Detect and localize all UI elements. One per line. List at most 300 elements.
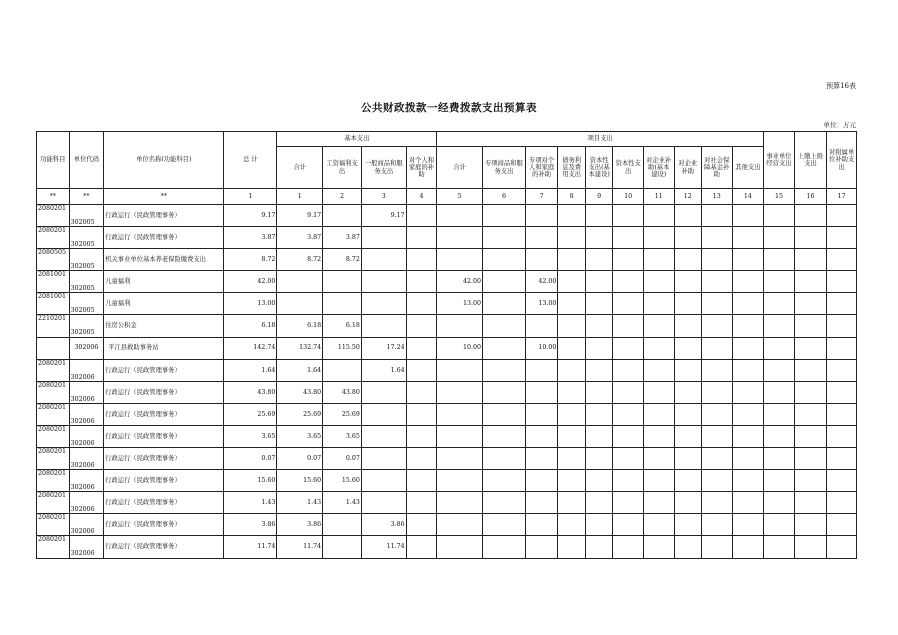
goods-cell: 1.64 <box>361 359 406 381</box>
index-cell: 1 <box>224 189 277 205</box>
project-goods-cell <box>483 403 526 425</box>
total-cell: 1.64 <box>224 359 277 381</box>
family-subsidy-cell <box>406 470 437 492</box>
empty-cell <box>732 315 764 337</box>
index-cell: 9 <box>585 189 613 205</box>
total-cell: 25.69 <box>224 403 277 425</box>
empty-cell <box>613 448 644 470</box>
subheader-cell: 对企业补助 <box>674 147 702 189</box>
index-cell: 14 <box>732 189 764 205</box>
empty-cell <box>585 337 613 359</box>
subheader-cell: 专项商品和服务支出 <box>483 147 526 189</box>
empty-cell <box>585 249 613 271</box>
empty-cell <box>764 337 795 359</box>
empty-cell <box>585 271 613 293</box>
project-total-cell <box>437 227 483 249</box>
table-row <box>37 470 857 492</box>
family-subsidy-cell <box>406 425 437 447</box>
project-total-cell <box>437 470 483 492</box>
project-total-cell <box>437 425 483 447</box>
empty-cell <box>827 293 857 315</box>
goods-cell: 9.17 <box>361 205 406 227</box>
empty-cell <box>764 403 795 425</box>
wage-cell: 0.07 <box>323 448 362 470</box>
empty-cell <box>585 448 613 470</box>
index-cell: 12 <box>674 189 702 205</box>
empty-cell <box>794 205 827 227</box>
empty-cell <box>643 448 674 470</box>
empty-cell <box>585 205 613 227</box>
unit-name-cell: 行政运行（民政管理事务） <box>104 470 224 492</box>
empty-cell <box>643 315 674 337</box>
unit-label: 单位：万元 <box>823 121 856 129</box>
unit-name-cell: 行政运行（民政管理事务） <box>104 492 224 514</box>
basic-total-cell: 25.69 <box>277 403 323 425</box>
project-family-cell <box>525 249 558 271</box>
empty-cell <box>794 536 827 558</box>
func-code-cell: 2081001 <box>37 293 70 315</box>
unit-code-cell: 302006 <box>69 425 104 447</box>
table-row <box>37 227 857 249</box>
empty-cell <box>558 536 586 558</box>
family-subsidy-cell <box>406 227 437 249</box>
empty-cell <box>643 492 674 514</box>
table-row <box>37 381 857 403</box>
goods-cell <box>361 425 406 447</box>
empty-cell <box>827 514 857 536</box>
total-cell: 11.74 <box>224 536 277 558</box>
empty-cell <box>585 470 613 492</box>
family-subsidy-cell <box>406 448 437 470</box>
table-row <box>37 403 857 425</box>
unit-code-cell: 302005 <box>69 271 104 293</box>
project-goods-cell <box>483 514 526 536</box>
subheader-cell: 一般商品和服务支出 <box>361 147 406 189</box>
total-cell: 15.60 <box>224 470 277 492</box>
index-cell: 15 <box>764 189 795 205</box>
empty-cell <box>585 425 613 447</box>
empty-cell <box>794 227 827 249</box>
basic-total-cell <box>277 293 323 315</box>
empty-cell <box>643 470 674 492</box>
empty-cell <box>643 337 674 359</box>
empty-cell <box>613 249 644 271</box>
empty-cell <box>643 227 674 249</box>
goods-cell <box>361 403 406 425</box>
goods-cell <box>361 448 406 470</box>
empty-cell <box>702 227 733 249</box>
project-total-cell <box>437 448 483 470</box>
empty-cell <box>674 227 702 249</box>
header-unit-name: 单位名称(功能科目) <box>104 132 224 189</box>
empty-cell <box>794 448 827 470</box>
empty-cell <box>764 492 795 514</box>
empty-cell <box>558 514 586 536</box>
empty-cell <box>674 205 702 227</box>
project-total-cell <box>437 514 483 536</box>
unit-code-cell: 302005 <box>69 315 104 337</box>
total-cell: 9.17 <box>224 205 277 227</box>
total-cell: 8.72 <box>224 249 277 271</box>
family-subsidy-cell <box>406 271 437 293</box>
total-cell: 0.07 <box>224 448 277 470</box>
func-code-cell: 2080201 <box>37 448 70 470</box>
empty-cell <box>827 249 857 271</box>
project-total-cell <box>437 492 483 514</box>
project-goods-cell <box>483 359 526 381</box>
index-cell: 6 <box>483 189 526 205</box>
project-total-cell <box>437 205 483 227</box>
subheader-cell: 对个人和家庭的补助 <box>406 147 437 189</box>
empty-cell <box>585 514 613 536</box>
wage-cell: 43.80 <box>323 381 362 403</box>
basic-total-cell: 132.74 <box>277 337 323 359</box>
header-row-1 <box>37 132 857 147</box>
empty-cell <box>558 403 586 425</box>
family-subsidy-cell <box>406 337 437 359</box>
empty-cell <box>702 470 733 492</box>
table-row <box>37 359 857 381</box>
project-family-cell <box>525 227 558 249</box>
total-cell: 3.86 <box>224 514 277 536</box>
project-goods-cell <box>483 315 526 337</box>
empty-cell <box>558 492 586 514</box>
header-superior: 上缴上级支出 <box>794 132 827 189</box>
empty-cell <box>827 403 857 425</box>
table-row <box>37 249 857 271</box>
unit-name-cell: 住房公积金 <box>104 315 224 337</box>
goods-cell <box>361 271 406 293</box>
func-code-cell: 2080201 <box>37 492 70 514</box>
unit-name-cell: 行政运行（民政管理事务） <box>104 227 224 249</box>
basic-total-cell: 1.43 <box>277 492 323 514</box>
project-family-cell: 42.00 <box>525 271 558 293</box>
empty-cell <box>674 536 702 558</box>
project-total-cell <box>437 249 483 271</box>
table-row <box>37 492 857 514</box>
empty-cell <box>558 359 586 381</box>
project-goods-cell <box>483 470 526 492</box>
empty-cell <box>558 381 586 403</box>
empty-cell <box>702 536 733 558</box>
func-code-cell: 2080201 <box>37 470 70 492</box>
wage-cell: 15.60 <box>323 470 362 492</box>
subheader-cell: 对企业补助(基本建设) <box>643 147 674 189</box>
index-cell: 5 <box>437 189 483 205</box>
wage-cell <box>323 271 362 293</box>
project-family-cell <box>525 514 558 536</box>
empty-cell <box>764 514 795 536</box>
empty-cell <box>558 271 586 293</box>
empty-cell <box>764 315 795 337</box>
empty-cell <box>674 381 702 403</box>
project-total-cell: 10.00 <box>437 337 483 359</box>
total-cell: 42.00 <box>224 271 277 293</box>
unit-code-cell: 302005 <box>69 249 104 271</box>
basic-total-cell: 1.64 <box>277 359 323 381</box>
index-cell: 8 <box>558 189 586 205</box>
empty-cell <box>794 249 827 271</box>
empty-cell <box>674 249 702 271</box>
empty-cell <box>732 403 764 425</box>
empty-cell <box>613 205 644 227</box>
func-code-cell: 2080201 <box>37 514 70 536</box>
empty-cell <box>732 205 764 227</box>
empty-cell <box>613 514 644 536</box>
unit-code-cell: 302006 <box>69 381 104 403</box>
project-goods-cell <box>483 381 526 403</box>
empty-cell <box>643 293 674 315</box>
empty-cell <box>827 448 857 470</box>
empty-cell <box>613 271 644 293</box>
index-cell: 4 <box>406 189 437 205</box>
func-code-cell: 2081001 <box>37 271 70 293</box>
empty-cell <box>702 337 733 359</box>
unit-code-cell: 302006 <box>69 448 104 470</box>
project-family-cell: 10.00 <box>525 337 558 359</box>
table-row <box>37 425 857 447</box>
family-subsidy-cell <box>406 205 437 227</box>
basic-total-cell: 3.87 <box>277 227 323 249</box>
subheader-cell: 专项对个人和家庭的补助 <box>525 147 558 189</box>
empty-cell <box>585 403 613 425</box>
basic-total-cell: 0.07 <box>277 448 323 470</box>
empty-cell <box>827 359 857 381</box>
subheader-cell: 债务利息及费用支出 <box>558 147 586 189</box>
empty-cell <box>702 205 733 227</box>
empty-cell <box>585 359 613 381</box>
empty-cell <box>674 315 702 337</box>
goods-cell: 3.86 <box>361 514 406 536</box>
page-title: 公共财政拨款一经费拨款支出预算表 <box>361 102 537 114</box>
basic-total-cell: 8.72 <box>277 249 323 271</box>
family-subsidy-cell <box>406 359 437 381</box>
project-family-cell <box>525 448 558 470</box>
empty-cell <box>702 514 733 536</box>
empty-cell <box>764 448 795 470</box>
subheader-cell: 资本性支出 <box>613 147 644 189</box>
project-family-cell <box>525 403 558 425</box>
project-family-cell <box>525 492 558 514</box>
index-cell: 1 <box>277 189 323 205</box>
header-project: 项目支出 <box>437 132 764 147</box>
unit-name-cell: 行政运行（民政管理事务） <box>104 403 224 425</box>
empty-cell <box>643 359 674 381</box>
project-goods-cell <box>483 536 526 558</box>
project-total-cell <box>437 403 483 425</box>
goods-cell <box>361 293 406 315</box>
empty-cell <box>613 492 644 514</box>
wage-cell: 115.50 <box>323 337 362 359</box>
empty-cell <box>585 227 613 249</box>
func-code-cell: 2080505 <box>37 249 70 271</box>
empty-cell <box>764 536 795 558</box>
index-cell: 11 <box>643 189 674 205</box>
basic-total-cell: 9.17 <box>277 205 323 227</box>
table-row <box>37 514 857 536</box>
empty-cell <box>764 425 795 447</box>
unit-code-cell: 302006 <box>69 514 104 536</box>
empty-cell <box>643 381 674 403</box>
index-cell: 16 <box>794 189 827 205</box>
empty-cell <box>585 536 613 558</box>
empty-cell <box>794 381 827 403</box>
empty-cell <box>764 227 795 249</box>
empty-cell <box>558 425 586 447</box>
empty-cell <box>613 337 644 359</box>
family-subsidy-cell <box>406 536 437 558</box>
project-goods-cell <box>483 293 526 315</box>
func-code-cell <box>37 337 70 359</box>
table-row <box>37 315 857 337</box>
func-code-cell: 2080201 <box>37 425 70 447</box>
project-family-cell <box>525 381 558 403</box>
project-total-cell <box>437 315 483 337</box>
empty-cell <box>732 337 764 359</box>
empty-cell <box>794 492 827 514</box>
index-cell: 10 <box>613 189 644 205</box>
func-code-cell: 2080201 <box>37 381 70 403</box>
empty-cell <box>764 381 795 403</box>
project-goods-cell <box>483 227 526 249</box>
empty-cell <box>732 536 764 558</box>
subheader-cell: 对社会保障基金补助 <box>702 147 733 189</box>
empty-cell <box>794 315 827 337</box>
empty-cell <box>827 315 857 337</box>
empty-cell <box>732 492 764 514</box>
empty-cell <box>643 425 674 447</box>
empty-cell <box>643 271 674 293</box>
family-subsidy-cell <box>406 492 437 514</box>
total-cell: 3.87 <box>224 227 277 249</box>
empty-cell <box>732 470 764 492</box>
budget-table <box>36 131 857 559</box>
empty-cell <box>585 381 613 403</box>
project-total-cell <box>437 536 483 558</box>
empty-cell <box>732 293 764 315</box>
empty-cell <box>674 337 702 359</box>
func-code-cell: 2080201 <box>37 205 70 227</box>
empty-cell <box>674 271 702 293</box>
table-row <box>37 293 857 315</box>
project-goods-cell <box>483 425 526 447</box>
project-goods-cell <box>483 271 526 293</box>
empty-cell <box>794 359 827 381</box>
empty-cell <box>732 249 764 271</box>
func-code-cell: 2080201 <box>37 403 70 425</box>
empty-cell <box>702 315 733 337</box>
empty-cell <box>643 403 674 425</box>
wage-cell: 1.43 <box>323 492 362 514</box>
total-cell: 13.00 <box>224 293 277 315</box>
empty-cell <box>613 315 644 337</box>
empty-cell <box>585 293 613 315</box>
project-family-cell <box>525 470 558 492</box>
unit-code-cell: 302006 <box>69 359 104 381</box>
empty-cell <box>585 315 613 337</box>
header-total: 总 计 <box>224 132 277 189</box>
unit-name-cell: 行政运行（民政管理事务） <box>104 514 224 536</box>
empty-cell <box>827 492 857 514</box>
empty-cell <box>674 492 702 514</box>
wage-cell: 3.87 <box>323 227 362 249</box>
empty-cell <box>702 249 733 271</box>
project-goods-cell <box>483 448 526 470</box>
table-row <box>37 337 857 359</box>
empty-cell <box>794 425 827 447</box>
header-subsidy: 对附属单位补助支出 <box>827 132 857 189</box>
wage-cell: 8.72 <box>323 249 362 271</box>
basic-total-cell: 6.18 <box>277 315 323 337</box>
goods-cell <box>361 227 406 249</box>
empty-cell <box>702 403 733 425</box>
total-cell: 3.65 <box>224 425 277 447</box>
empty-cell <box>674 514 702 536</box>
basic-total-cell: 11.74 <box>277 536 323 558</box>
index-cell: 2 <box>323 189 362 205</box>
wage-cell <box>323 205 362 227</box>
basic-total-cell: 3.65 <box>277 425 323 447</box>
empty-cell <box>732 227 764 249</box>
header-unit-code: 单位代码 <box>69 132 104 189</box>
empty-cell <box>702 359 733 381</box>
empty-cell <box>827 536 857 558</box>
project-family-cell <box>525 359 558 381</box>
project-family-cell <box>525 205 558 227</box>
basic-total-cell: 15.60 <box>277 470 323 492</box>
table-row <box>37 271 857 293</box>
empty-cell <box>613 470 644 492</box>
index-cell: 13 <box>702 189 733 205</box>
empty-cell <box>585 492 613 514</box>
index-cell: 7 <box>525 189 558 205</box>
empty-cell <box>794 271 827 293</box>
family-subsidy-cell <box>406 381 437 403</box>
project-family-cell <box>525 315 558 337</box>
empty-cell <box>827 381 857 403</box>
empty-cell <box>732 359 764 381</box>
subheader-cell: 合计 <box>277 147 323 189</box>
unit-code-cell: 302006 <box>69 470 104 492</box>
empty-cell <box>794 514 827 536</box>
basic-total-cell: 43.80 <box>277 381 323 403</box>
unit-code-cell: 302005 <box>69 293 104 315</box>
project-family-cell <box>525 536 558 558</box>
empty-cell <box>794 403 827 425</box>
unit-name-cell: 行政运行（民政管理事务） <box>104 448 224 470</box>
goods-cell: 11.74 <box>361 536 406 558</box>
subheader-cell: 合计 <box>437 147 483 189</box>
wage-cell <box>323 536 362 558</box>
subheader-cell: 资本性支出(基本建设) <box>585 147 613 189</box>
empty-cell <box>613 359 644 381</box>
total-cell: 6.18 <box>224 315 277 337</box>
basic-total-cell: 3.86 <box>277 514 323 536</box>
empty-cell <box>827 205 857 227</box>
empty-cell <box>674 359 702 381</box>
project-total-cell: 42.00 <box>437 271 483 293</box>
total-cell: 142.74 <box>224 337 277 359</box>
empty-cell <box>702 492 733 514</box>
goods-cell: 17.24 <box>361 337 406 359</box>
index-cell: ** <box>37 189 70 205</box>
empty-cell <box>674 470 702 492</box>
wage-cell: 6.18 <box>323 315 362 337</box>
empty-cell <box>764 249 795 271</box>
unit-name-cell: 行政运行（民政管理事务） <box>104 536 224 558</box>
project-goods-cell <box>483 249 526 271</box>
func-code-cell: 2080201 <box>37 536 70 558</box>
